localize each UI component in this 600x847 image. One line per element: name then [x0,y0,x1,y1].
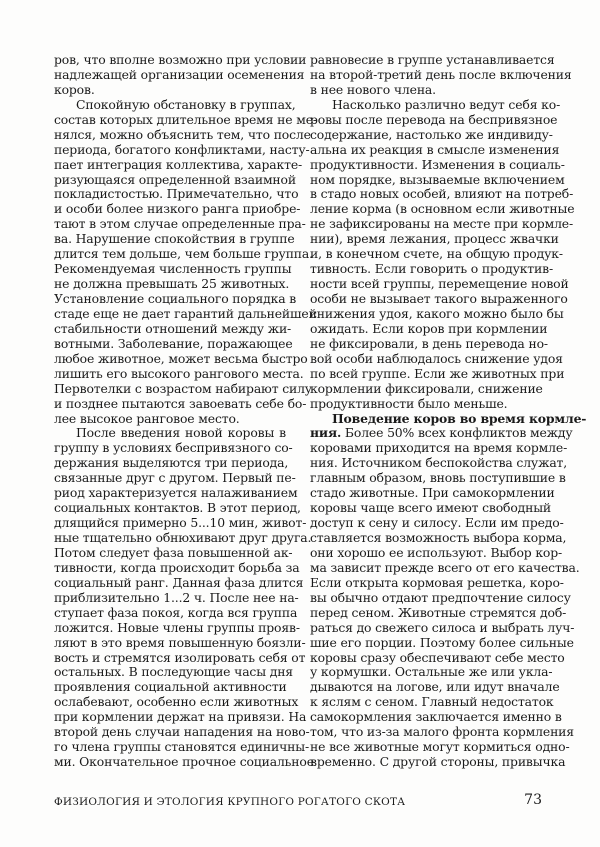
text-line: перед сеном. Животные стремятся доб- [310,604,567,620]
right-column [310,52,587,770]
text-line: ризующаяся определенной взаимной [54,171,296,187]
text-line: при кормлении держат на привязи. На [54,709,307,725]
text-line: лее высокое ранговое место. [54,410,240,426]
text-line: раться до свежего силоса и выбрать луч- [310,619,575,635]
text-line: ослабевают, особенно если животных [54,694,299,710]
text-line: коров. [54,81,95,97]
text-line: ми. Окончательное прочное социальное [54,754,314,770]
text-line: не фиксировали, в день перевода но- [310,335,548,351]
text-line: состав которых длительное время не ме- [54,111,317,127]
text-line: надлежащей организации осеменения [54,66,305,82]
text-line: стаде еще не дает гарантий дальнейшей [54,305,317,321]
text-line: Рекомендуемая численность группы [54,261,292,277]
text-line: кормлении фиксировали, снижение [310,380,543,396]
text-line: не все животные могут кормиться одно- [310,739,570,755]
text-line: любое животное, может весьма быстро [54,350,308,366]
page-footer [54,792,542,812]
text-line: ставляется возможность выбора корма, [310,530,567,545]
text-line: социальный ранг. Данная фаза длится [54,574,304,590]
text-line: ровы после перевода на беспривязное [310,111,558,127]
text-line: содержание, настолько же индивиду- [310,126,553,142]
text-line: проявления социальной активности [54,679,287,695]
text-line: коровы сразу обеспечивают себе место [310,649,565,665]
text-line: особи не вызывает такого выраженного [310,291,568,306]
text-line: продуктивности. Изменения в социаль- [310,156,565,172]
text-line: Насколько различно ведут себя ко- [332,96,561,112]
text-line: стабильности отношений между жи- [54,320,292,336]
text-line: пает интеграция коллектива, характе- [54,156,303,172]
text-line: ния. Источником беспокойства служат, [310,455,568,471]
text-line: вы обычно отдают предпочтение силосу [310,589,571,605]
text-line: по всей группе. Если же животных при [310,365,565,381]
text-line: и, в конечном счете, на общую продук- [310,246,563,262]
text-line: тают в этом случае определенные пра- [54,216,306,232]
text-line: После введения новой коровы в [76,425,286,441]
text-line: ности всей группы, перемещение новой [310,276,569,292]
text-line: нии), время лежания, процесс жвачки [310,231,559,247]
text-line: ные тщательно обнюхивают друг друга. [54,530,312,545]
text-line: социальных контактов. В этот период, [54,500,301,516]
text-line: Поведение коров во время кормле- [332,410,587,426]
text-line: периода, богатого конфликтами, насту- [54,141,310,157]
text-line: в стадо новых особей, влияют на потреб- [310,186,574,202]
text-line: не зафиксированы на месте при кормле- [310,216,574,232]
text-line: ном порядке, вызываемые включением [310,171,565,187]
text-line: связанные друг с другом. Первый пе- [54,470,296,486]
text-line: ров, что вполне возможно при условии [54,52,307,67]
text-line: вость и стремятся изолировать себя от [54,649,306,665]
text-line: нялся, можно объяснить тем, что после [54,126,311,142]
text-line: к яслям с сеном. Главный недостаток [310,694,554,710]
text-line: продуктивности было меньше. [310,395,508,411]
text-line: доступ к сену и силосу. Если им предо- [310,515,564,531]
text-line: не должна превышать 25 животных. [54,276,290,292]
text-line: второй день случаи нападения на ново- [54,724,310,740]
text-line: у кормушки. Остальные же или укла- [310,664,553,680]
text-line: держания выделяются три периода, [54,455,289,471]
text-line: ляют в это время повышенную боязли- [54,634,306,650]
text-line: в нее нового члена. [310,81,436,97]
text-line: ление корма (в основном если животные [310,201,575,217]
text-line: равновесие в группе устанавливается [310,52,555,67]
text-line: риод характеризуется налаживанием [54,485,298,501]
text-line: самокормления заключается именно в [310,709,562,725]
text-line: вой особи наблюдалось снижение удоя [310,350,563,366]
text-line: ма зависит прежде всего от его качества. [310,559,580,575]
text-line: они хорошо ее используют. Выбор кор- [310,544,563,560]
text-line: ния. Более 50% всех конфликтов между [310,425,573,441]
text-line: снижения удоя, какого можно было бы [310,305,564,321]
text-line: лишить его высокого рангового места. [54,365,304,381]
text-line: том, что из-за малого фронта кормления [310,724,574,740]
text-line: группу в условиях беспривязного со- [54,440,293,456]
text-line: ложится. Новые члены группы прояв- [54,619,300,635]
text-line: длящийся примерно 5...10 мин, живот- [54,515,307,531]
text-line: главным образом, вновь поступившие в [310,470,566,486]
running-title: ФИЗИОЛОГИЯ И ЭТОЛОГИЯ КРУПНОГО РОГАТОГО СКОТА [54,796,406,808]
text-line: стадо животные. При самокормлении [310,485,555,501]
left-column [54,52,317,770]
page-number: 73 [524,792,542,808]
text-line: Спокойную обстановку в группах, [76,96,296,112]
text-line: дываются на логове, или идут вначале [310,679,560,695]
text-line: Если открыта кормовая решетка, коро- [310,574,564,590]
text-line: Установление социального порядка в [54,291,297,306]
text-line: на второй-третий день после включения [310,66,572,82]
text-line: го члена группы становятся единичны- [54,739,309,755]
text-line: временно. С другой стороны, привычка [310,754,566,770]
text-line: длится тем дольше, чем больше группа. [54,246,313,262]
text-line: и особи более низкого ранга приобре- [54,201,301,217]
text-line: альна их реакция в смысле изменения [310,141,560,157]
text-line: коровы чаще всего имеют свободный [310,500,552,516]
text-line: ва. Нарушение спокойствия в группе [54,231,295,247]
text-line: ожидать. Если коров при кормлении [310,320,548,336]
text-line: тивности, когда происходит борьба за [54,559,300,575]
text-line: ступает фаза покоя, когда вся группа [54,604,298,620]
text-line: Потом следует фаза повышенной ак- [54,544,293,560]
text-line: тивность. Если говорить о продуктив- [310,261,553,277]
text-line: шие его порции. Поэтому более сильные [310,634,574,650]
text-line: и позднее пытаются завоевать себе бо- [54,395,307,411]
text-line: Первотелки с возрастом набирают силу [54,380,312,396]
text-line: коровами приходится на время кормле- [310,440,568,456]
text-line: покладистостью. Примечательно, что [54,186,299,202]
bold-heading-tail: ния. [310,425,342,441]
text-line: остальных. В последующие часы дня [54,664,293,680]
text-line: приблизительно 1...2 ч. После нее на- [54,589,299,605]
text-line: вотными. Заболевание, поражающее [54,335,293,351]
